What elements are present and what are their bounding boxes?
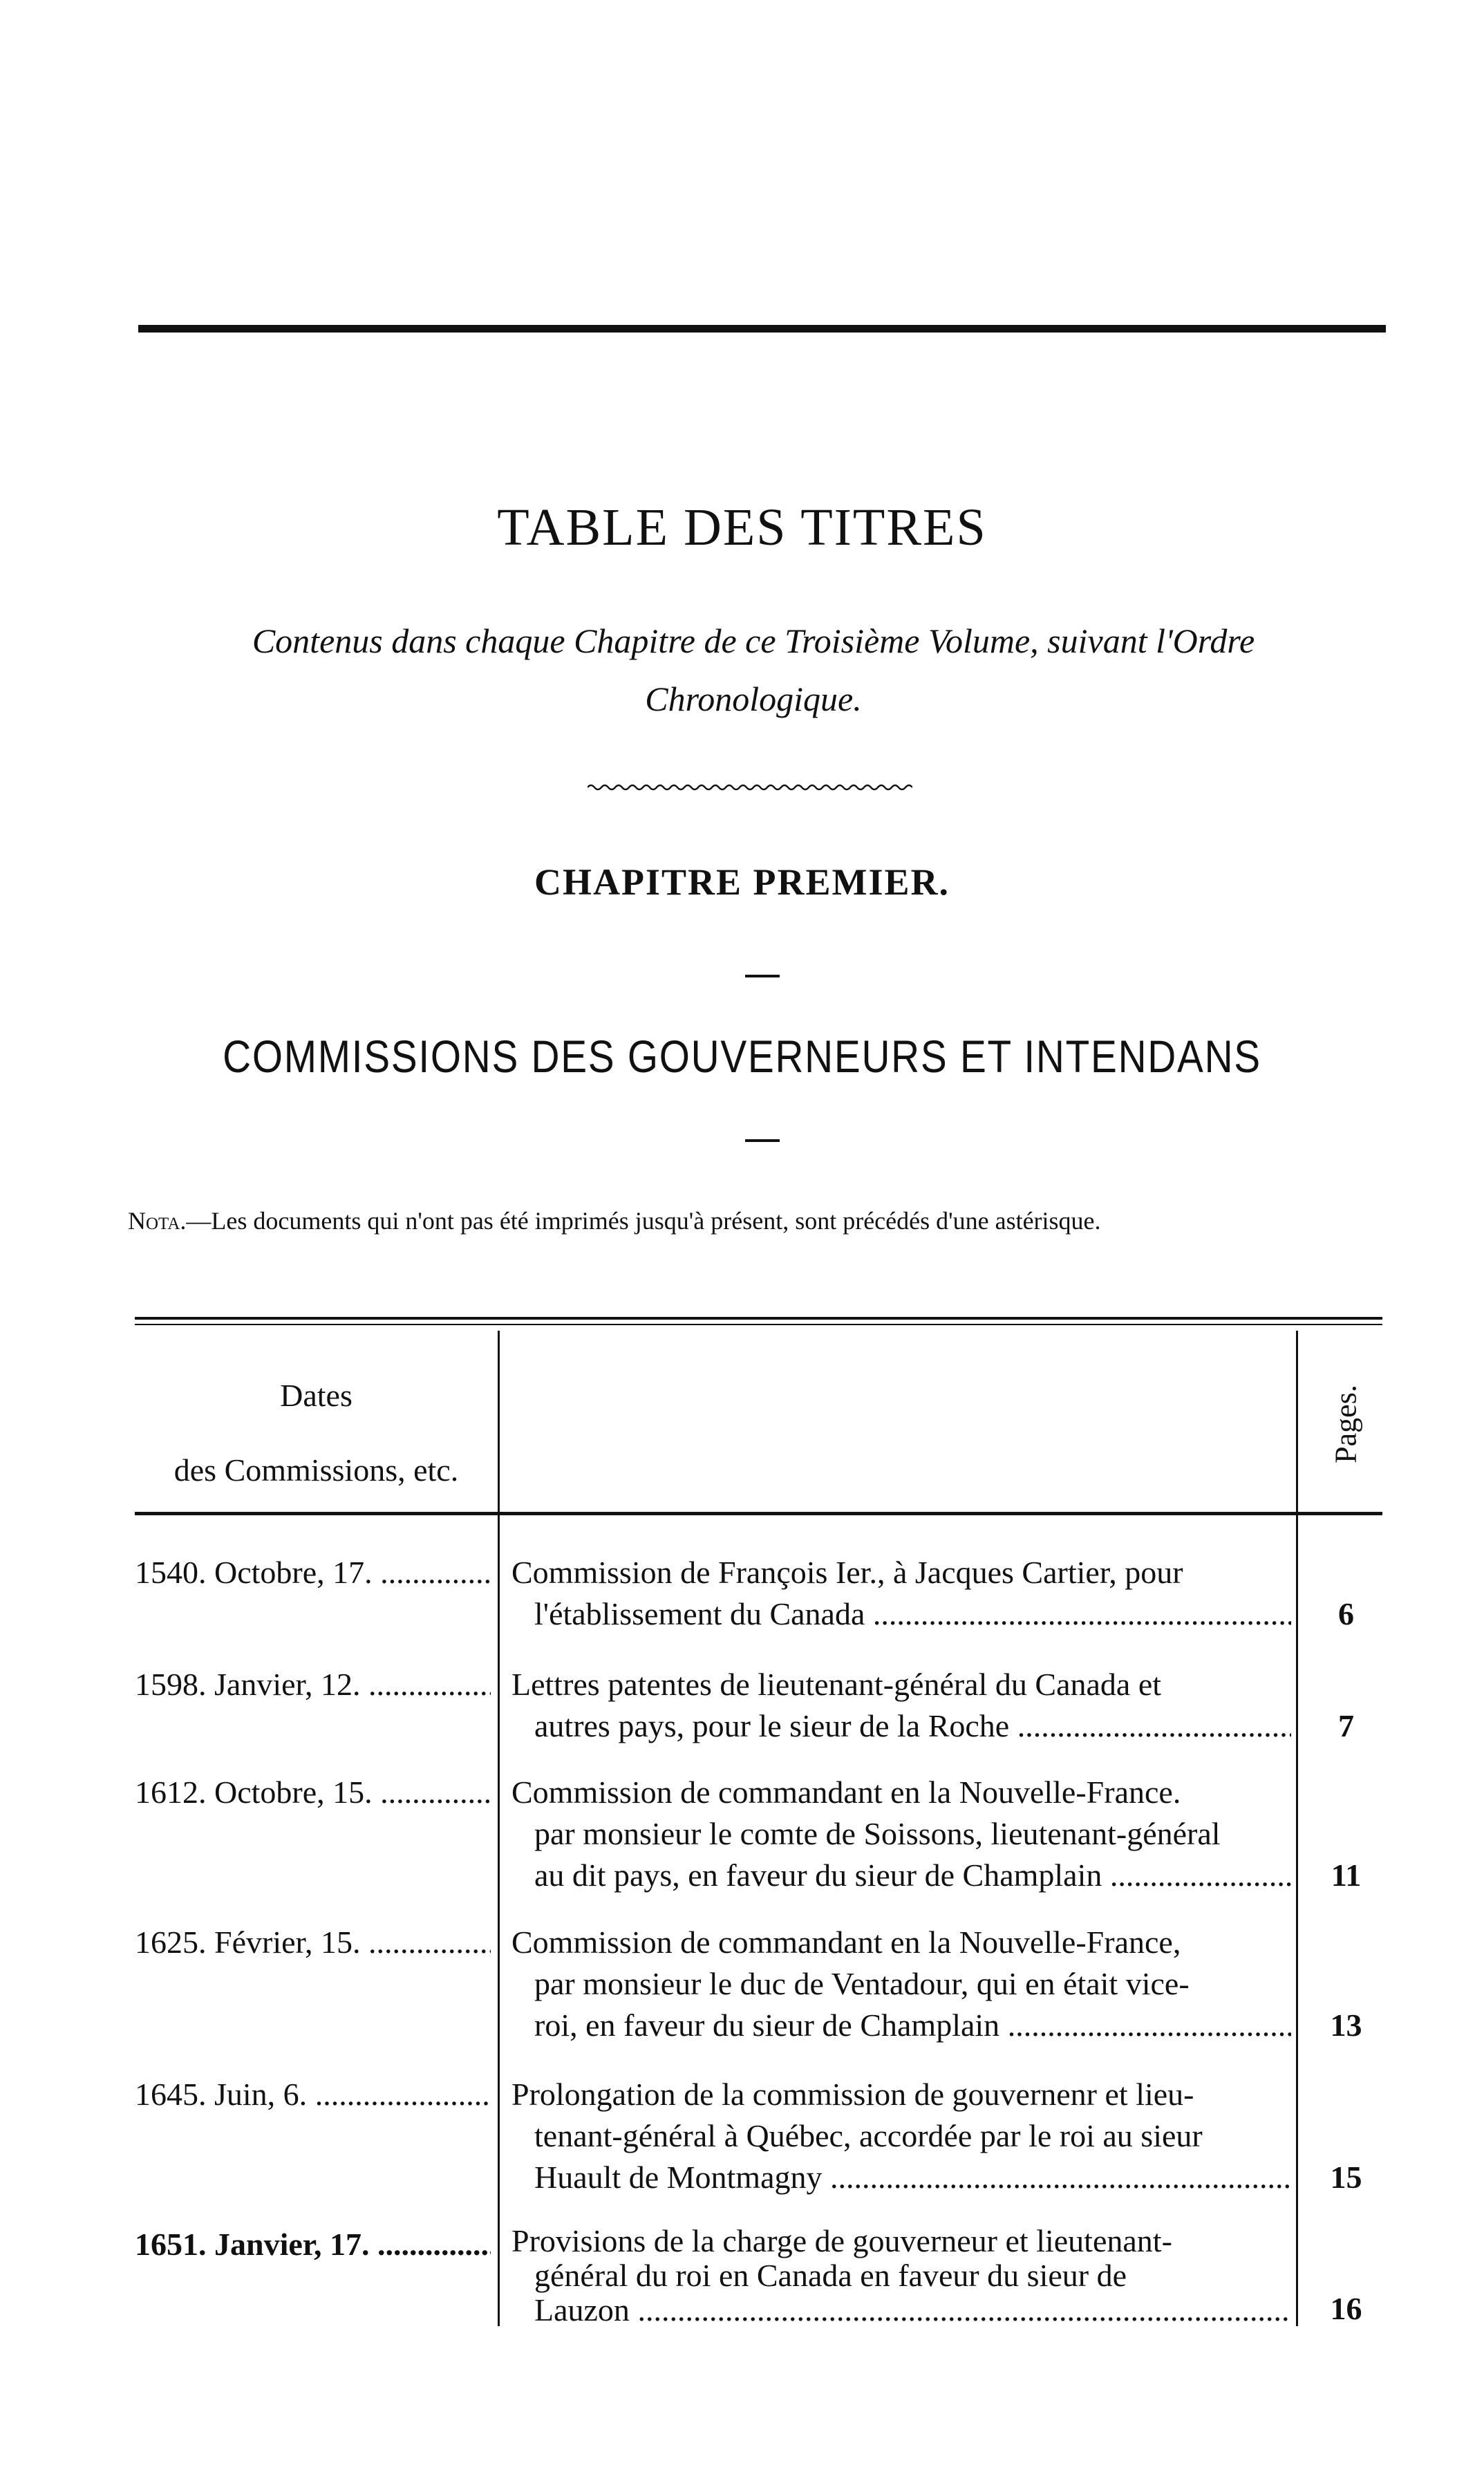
row-description — [511, 1552, 1291, 1635]
nota-label: Nota. — [128, 1207, 187, 1235]
chapter-heading: CHAPITRE PREMIER. — [534, 861, 950, 903]
header-dates-line-2: des Commissions, etc. — [173, 1452, 459, 1488]
header-pages-label: Pages. — [1328, 1385, 1363, 1463]
description-line: l'établissement du Canada ..... — [511, 1593, 1291, 1635]
description-line: Huault de Montmagny ..... — [511, 2157, 1291, 2198]
row-description — [511, 2224, 1291, 2328]
nota-note — [128, 1203, 1393, 1239]
row-page-number: 11 — [1331, 1857, 1362, 1893]
nota-text: —Les documents qui n'ont pas été imprimés jusqu'à présent, sont précédés d'une astérisque. — [186, 1207, 1101, 1235]
header-dates — [135, 1358, 498, 1508]
row-description — [511, 1772, 1291, 1896]
row-date: 1612. Octobre, 15. ..... — [135, 1772, 491, 1813]
row-page-number: 6 — [1338, 1596, 1354, 1631]
subtitle-line-1: Contenus dans chaque Chapitre de ce Troisième Volume, suivant l'Ordre — [252, 621, 1255, 660]
top-rule — [138, 325, 1386, 333]
table-top-rule — [135, 1317, 1382, 1325]
description-line: Lauzon ..... — [511, 2293, 1291, 2328]
row-page-number: 16 — [1330, 2291, 1362, 2326]
section-heading: COMMISSIONS DES GOUVERNEURS ET INTENDANS — [223, 1031, 1261, 1082]
description-line: Provisions de la charge de gouverneur et lieutenant- — [511, 2223, 1172, 2258]
row-date: 1645. Juin, 6. ..... — [135, 2074, 491, 2115]
description-line: tenant-général à Québec, accordée par le roi au sieur — [534, 2118, 1203, 2153]
description-line: général du roi en Canada en faveur du sieur de — [534, 2258, 1127, 2293]
wavy-divider — [588, 781, 912, 794]
description-line: Commission de commandant en la Nouvelle-France. — [511, 1775, 1181, 1810]
description-line: autres pays, pour le sieur de la Roche ..... — [511, 1705, 1291, 1747]
description-line: par monsieur le duc de Ventadour, qui en était vice- — [534, 1966, 1190, 2001]
row-page-number: 15 — [1330, 2160, 1362, 2195]
description-line: par monsieur le comte de Soissons, lieutenant-général — [534, 1816, 1221, 1851]
row-page-number: 13 — [1330, 2007, 1362, 2043]
page-title: TABLE DES TITRES — [497, 498, 987, 556]
row-description — [511, 1664, 1291, 1747]
row-description — [511, 1922, 1291, 2046]
column-divider — [498, 1331, 500, 2326]
row-date: 1598. Janvier, 12. ..... — [135, 1664, 491, 1705]
row-date: 1651. Janvier, 17. ..... — [135, 2224, 491, 2265]
subtitle — [207, 612, 1299, 728]
description-line: Lettres patentes de lieutenant-général du Canada et — [511, 1667, 1162, 1702]
description-line: roi, en faveur du sieur de Champlain ..... — [511, 2005, 1291, 2046]
column-divider — [1296, 1331, 1298, 2326]
short-dash — [745, 975, 780, 977]
header-pages — [1318, 1345, 1373, 1504]
subtitle-line-2: Chronologique. — [645, 680, 862, 718]
table-header-rule — [135, 1512, 1382, 1515]
description-line: Prolongation de la commission de gouvernenr et lieu- — [511, 2077, 1194, 2112]
row-page-number: 7 — [1338, 1708, 1354, 1743]
description-line: Commission de François Ier., à Jacques Cartier, pour — [511, 1555, 1183, 1590]
short-dash — [745, 1139, 780, 1142]
row-date: 1625. Février, 15. ..... — [135, 1922, 491, 1963]
row-description — [511, 2074, 1291, 2198]
description-line: Commission de commandant en la Nouvelle-France, — [511, 1925, 1181, 1960]
description-line: au dit pays, en faveur du sieur de Champlain ..... — [511, 1855, 1291, 1896]
header-dates-line-1: Dates — [280, 1378, 353, 1413]
row-date: 1540. Octobre, 17. ..... — [135, 1552, 491, 1593]
titles-table — [135, 1317, 1382, 2330]
